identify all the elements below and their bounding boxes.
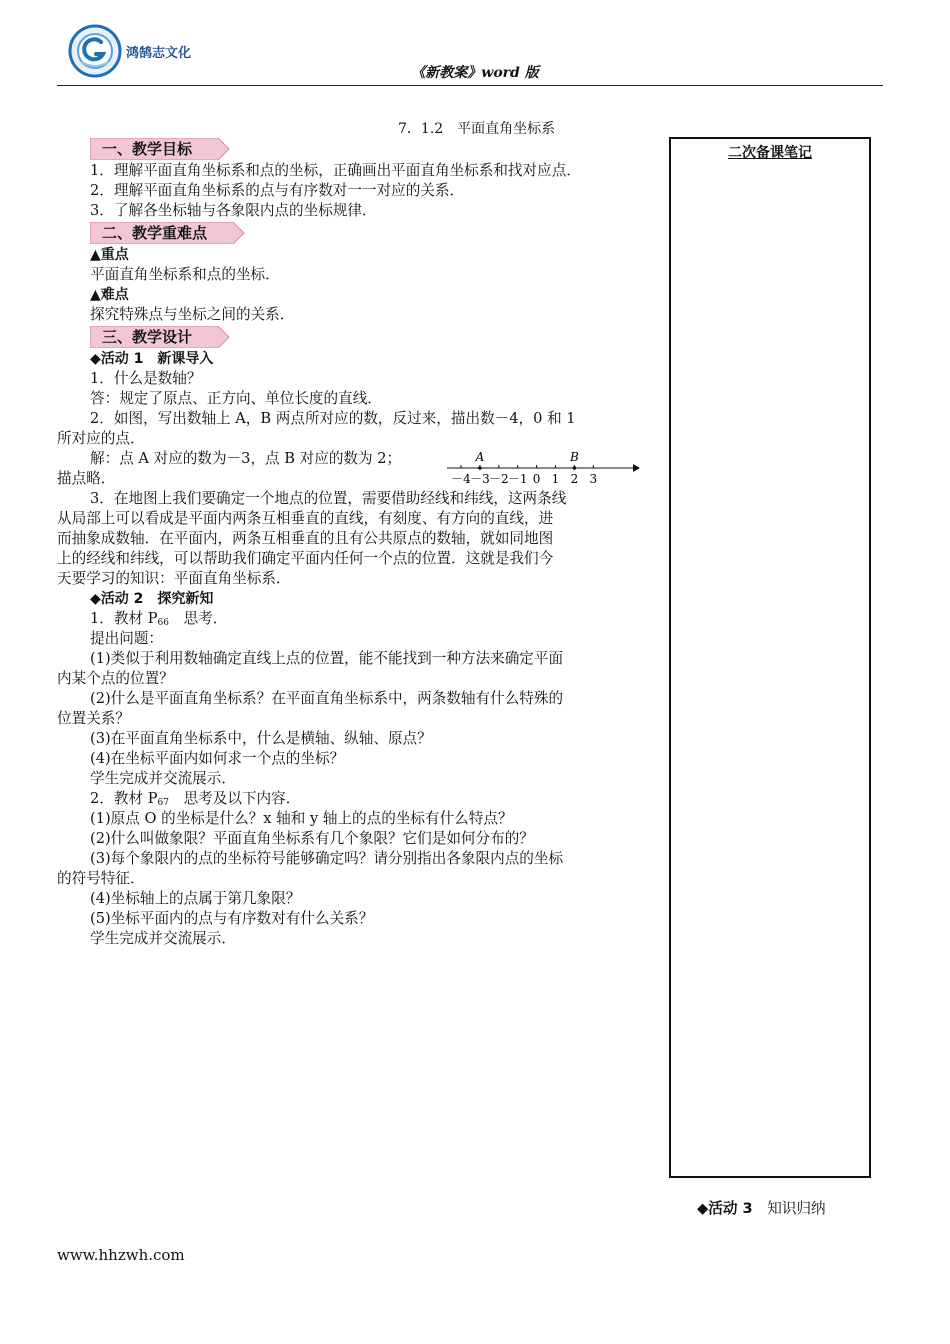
activity1-question3-cont: 从局部上可以看成是平面内两条互相垂直的直线，有刻度、有方向的直线，进 bbox=[57, 510, 554, 527]
activity1-question3-cont: 天要学习的知识：平面直角坐标系． bbox=[57, 570, 291, 587]
activity3-heading: ◆活动 3 知识归纳 bbox=[697, 1200, 826, 1217]
activity1-question3: 3．在地图上我们要确定一个地点的位置，需要借助经线和纬线，这两条线 bbox=[90, 490, 567, 507]
activity2-task1: 1．教材 $P_{66}$ 思考． bbox=[90, 610, 228, 628]
number-line-tick-label: 1 bbox=[551, 472, 560, 486]
activity1-heading: ◆活动 1 新课导入 bbox=[90, 351, 214, 367]
goal-item: 2．理解平面直角坐标系的点与有序数对一一对应的关系． bbox=[90, 182, 465, 199]
activity1-question3-cont: 而抽象成数轴．在平面内，两条互相垂直的且有公共原点的数轴，就如同地图 bbox=[57, 530, 554, 547]
activity1-question3-cont: 上的经线和纬线，可以帮助我们确定平面内任何一个点的位置．这就是我们今 bbox=[57, 550, 554, 567]
brand-name: 鸿鹄志文化 bbox=[126, 46, 192, 61]
activity2-problem4: (4)在坐标平面内如何求一个点的坐标？ bbox=[90, 750, 345, 767]
activity2-question4: (4)坐标轴上的点属于第几象限？ bbox=[90, 890, 301, 907]
point-b-dot bbox=[573, 466, 577, 470]
main-content bbox=[57, 137, 639, 949]
focus-label: ▲重点 bbox=[90, 247, 129, 263]
activity2-question5: (5)坐标平面内的点与有序数对有什么关系？ bbox=[90, 910, 374, 927]
activity1-solution-cont: 描点略． bbox=[57, 470, 116, 487]
section-banner-key: 二、教学重难点 bbox=[90, 222, 207, 244]
header-divider bbox=[57, 85, 883, 86]
number-line-tick-label: 2 bbox=[570, 472, 579, 486]
activity2-task2: 2．教材 $P_{67}$ 思考及以下内容． bbox=[90, 790, 301, 808]
activity2-problem2-cont: 位置关系？ bbox=[57, 710, 130, 727]
activity1-question2-cont: 所对应的点． bbox=[57, 430, 145, 447]
focus-text: 平面直角坐标系和点的坐标． bbox=[90, 266, 280, 283]
number-line-figure bbox=[445, 449, 640, 489]
solution-with-figure bbox=[57, 449, 639, 489]
activity2-problem1-cont: 内某个点的位置？ bbox=[57, 670, 174, 687]
point-b-label: B bbox=[569, 450, 579, 464]
number-line-tick-label: －4 bbox=[451, 472, 471, 486]
activity2-question3-cont: 的符号特征． bbox=[57, 870, 145, 887]
lesson-title: 7．1.2 平面直角坐标系 bbox=[398, 121, 556, 137]
footer-url: www.hhzwh.com bbox=[57, 1246, 185, 1264]
number-line-tick-label: －2 bbox=[488, 472, 509, 486]
section-banner-design: 三、教学设计 bbox=[90, 326, 192, 348]
number-line-tick-label: －1 bbox=[507, 472, 528, 486]
goal-item: 1．理解平面直角坐标系和点的坐标，正确画出平面直角坐标系和找对应点． bbox=[90, 162, 581, 179]
activity2-problem2: (2)什么是平面直角坐标系？在平面直角坐标系中，两条数轴有什么特殊的 bbox=[90, 690, 564, 707]
activity2-question2: (2)什么叫做象限？平面直角坐标系有几个象限？它们是如何分布的？ bbox=[90, 830, 534, 847]
activity2-done1: 学生完成并交流展示． bbox=[90, 770, 236, 787]
activity2-heading: ◆活动 2 探究新知 bbox=[90, 591, 214, 607]
number-line-tick-label: 3 bbox=[589, 472, 598, 486]
point-a-dot bbox=[478, 466, 482, 470]
activity2-problem3: (3)在平面直角坐标系中，什么是横轴、纵轴、原点？ bbox=[90, 730, 432, 747]
section-banner-goals: 一、教学目标 bbox=[90, 138, 192, 160]
difficulty-label: ▲难点 bbox=[90, 287, 129, 303]
number-line-tick-label: －3 bbox=[470, 472, 490, 486]
number-line-tick-label: 0 bbox=[532, 472, 541, 486]
difficulty-text: 探究特殊点与坐标之间的关系． bbox=[90, 306, 295, 323]
notes-box bbox=[669, 137, 871, 1178]
activity1-solution: 解：点 A 对应的数为－3，点 B 对应的数为 2； bbox=[90, 450, 402, 467]
activity2-question3: (3)每个象限内的点的坐标符号能够确定吗？请分别指出各象限内点的坐标 bbox=[90, 850, 564, 867]
activity2-problem1: (1)类似于利用数轴确定直线上点的位置，能不能找到一种方法来确定平面 bbox=[90, 650, 564, 667]
document-header-title: 《新教案》word 版 bbox=[411, 65, 539, 81]
point-a-label: A bbox=[475, 450, 485, 464]
activity1-answer1: 答：规定了原点、正方向、单位长度的直线． bbox=[90, 390, 382, 407]
activity1-question1: 1．什么是数轴？ bbox=[90, 370, 202, 387]
activity2-question1: (1)原点 O 的坐标是什么？x 轴和 y 轴上的点的坐标有什么特点？ bbox=[90, 810, 513, 827]
activity2-raise: 提出问题： bbox=[90, 630, 163, 647]
goal-item: 3．了解各坐标轴与各象限内点的坐标规律． bbox=[90, 202, 377, 219]
activity1-question2: 2．如图，写出数轴上 A，B 两点所对应的数，反过来，描出数－4，0 和 1 bbox=[90, 410, 576, 427]
activity2-done2: 学生完成并交流展示． bbox=[90, 930, 236, 947]
notes-title: 二次备课笔记 bbox=[728, 145, 812, 161]
